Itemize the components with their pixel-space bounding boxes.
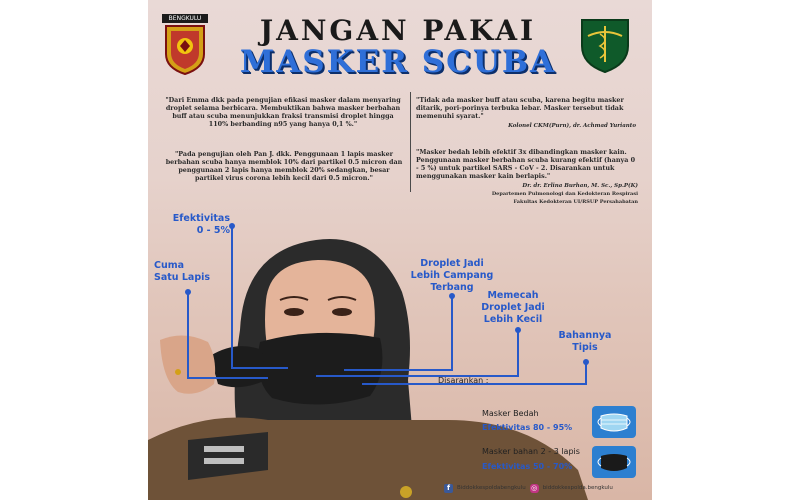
officer-photo xyxy=(148,0,652,500)
label-memecah: Memecah Droplet Jadi Lebih Kecil xyxy=(481,290,545,325)
quote-burhan-attribution: Dr. dr. Erlina Burhan, M. Sc., Sp.P(K) xyxy=(522,183,638,189)
quote-pan: "Pada pengujian oleh Pan J. dkk. Penggunaan 1 lapis masker berbahan scuba hanya memblok 10% dari partikel 0.5 micron dan penggunaan 2 lapis hanya memblok 20% sedangkan, besar partikel virus corona lebih kecil dari 0.5 micron." xyxy=(165,150,403,182)
quote-burhan-affiliation-2: Fakultas Kedokteran UI/RSUP Persahabatan xyxy=(513,199,638,205)
recommendation-1-name: Masker Bedah xyxy=(482,409,539,418)
quote-yurianto-attribution: Kolonel CKM(Purn), dr. Achmad Yurianto xyxy=(508,123,636,129)
cloth-mask-icon xyxy=(592,446,636,478)
recommendation-2-effectiveness: Efektivitas 50 - 70% xyxy=(482,462,573,471)
label-bahan-tipis: Bahannya Tipis xyxy=(558,330,612,353)
title-line-1: JANGAN PAKAI xyxy=(259,14,537,47)
recommendation-2-name: Masker bahan 2 - 3 lapis xyxy=(482,447,580,456)
facebook-handle[interactable]: Biddokkespoldabengkulu xyxy=(457,485,526,491)
social-footer xyxy=(444,481,613,495)
title-line-2: MASKER SCUBA xyxy=(239,44,557,80)
label-efektivitas: Efektivitas 0 - 5% xyxy=(172,213,230,236)
police-emblem-text: BENGKULU xyxy=(162,14,208,23)
label-droplet: Droplet Jadi Lebih Campang Terbang xyxy=(410,258,494,293)
quote-burhan-affiliation-1: Departemen Pulmonologi dan Kedokteran Respirasi xyxy=(491,191,638,197)
quote-burhan-text: "Masker bedah lebih efektif 3x dibandingkan masker kain. Penggunaan masker berbahan scuba kurang efektif (hanya 0 - 5 %) untuk partikel SARS - CoV - 2. Disarankan untuk menggunakan masker kain berlapis." xyxy=(416,148,636,180)
facebook-icon[interactable]: f xyxy=(444,484,453,493)
label-satu-lapis: Cuma Satu Lapis xyxy=(154,260,211,283)
quote-yurianto-text: "Tidak ada masker buff atau scuba, karena begitu masker ditarik, pori-porinya terbuka lebar. Masker tersebut tidak memenuhi syarat." xyxy=(416,96,624,120)
recommendation-1-effectiveness: Efektivitas 80 - 95% xyxy=(482,423,573,432)
recommendation-heading: Disarankan : xyxy=(438,376,489,385)
instagram-handle[interactable]: biddokkespolda.bengkulu xyxy=(542,485,613,491)
quote-emma: "Dari Emma dkk pada pengujian efikasi masker dalam menyaring droplet selama berbicara. Membuktikan bahwa masker berbahan buff atau scuba menunjukkan fraksi transmisi droplet hingga 110% berbanding n95 yang hanya 0,1 %." xyxy=(165,96,401,128)
surgical-mask-icon xyxy=(592,406,636,438)
poster xyxy=(148,0,652,500)
instagram-icon[interactable]: ◎ xyxy=(531,483,538,492)
